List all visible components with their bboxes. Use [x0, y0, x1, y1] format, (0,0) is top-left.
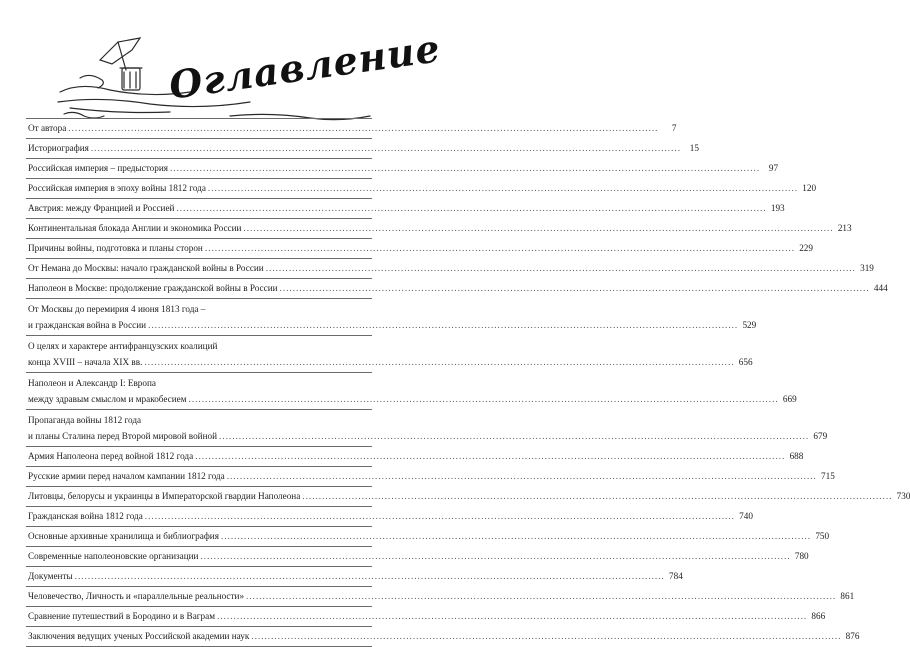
toc-entry-title: Литовцы, белорусы и украинцы в Императорской гвардии Наполеона [28, 491, 301, 501]
toc-entry-line [26, 353, 753, 372]
toc-entry-line [26, 279, 888, 298]
toc-leader-dots [75, 570, 665, 583]
toc-leader-dots [221, 530, 811, 543]
toc-leader-dots [176, 202, 766, 215]
toc-page-number: 780 [794, 551, 809, 561]
toc-leader-dots [266, 262, 856, 275]
toc-entry [26, 259, 874, 279]
toc-entry-line [26, 547, 809, 566]
toc-entry-title: Континентальная блокада Англии и экономика России [28, 223, 242, 233]
toc-entry [26, 627, 860, 647]
toc-entry [26, 447, 804, 467]
toc-entry-line [26, 299, 372, 316]
toc-entry [26, 373, 797, 410]
toc-entry [26, 487, 910, 507]
toc-entry-line [26, 507, 753, 526]
toc-page-number: 750 [815, 531, 830, 541]
toc-page-number: 730 [896, 491, 910, 501]
toc-entry-line [26, 316, 757, 335]
toc-entry [26, 299, 757, 336]
toc-entry [26, 199, 785, 219]
toc-page-number: 444 [873, 283, 888, 293]
toc-entry-title: Документы [28, 571, 73, 581]
toc-leader-dots [243, 222, 833, 235]
toc-entry-line [26, 390, 797, 409]
toc-page-number: 15 [689, 143, 699, 153]
toc-entry-title: Российская империя в эпоху войны 1812 года [28, 183, 206, 193]
toc-entry-line [26, 139, 699, 158]
toc-leader-dots [200, 550, 790, 563]
toc-page-number: 229 [799, 243, 813, 253]
toc-entry-title: конца XVIII – начала XIX вв. [28, 357, 143, 367]
toc-entry [26, 547, 809, 567]
toc-page-number: 193 [770, 203, 785, 213]
toc-entry-title: Сравнение путешествий в Бородино и в Ваграм [28, 611, 216, 621]
toc-entry-title: Армия Наполеона перед войной 1812 года [28, 451, 194, 461]
toc-leader-dots [280, 282, 870, 295]
toc-entry [26, 527, 830, 547]
table-of-contents [26, 118, 910, 647]
toc-entry-line [26, 373, 372, 390]
toc-entry-line [26, 627, 860, 646]
toc-entry-line [26, 239, 813, 258]
toc-entry-line [26, 487, 910, 506]
toc-entry-line [26, 219, 852, 238]
toc-entry-title: Заключения ведущих ученых Российской академии наук [28, 631, 250, 641]
toc-entry [26, 119, 677, 139]
toc-entry [26, 587, 855, 607]
toc-entry-line [26, 607, 826, 626]
toc-page-number: 669 [782, 394, 797, 404]
toc-page-number: 861 [840, 591, 855, 601]
toc-page-number: 120 [802, 183, 817, 193]
toc-page-number: 529 [742, 320, 757, 330]
toc-entry-line [26, 587, 855, 606]
toc-entry-title: От автора [28, 123, 67, 133]
toc-entry [26, 467, 835, 487]
toc-entry-title: От Москвы до перемирия 4 июня 1813 года – [28, 304, 206, 314]
toc-entry [26, 336, 753, 373]
toc-page-number: 876 [845, 631, 860, 641]
toc-entry [26, 219, 852, 239]
toc-entry-title: Наполеон в Москве: продолжение гражданской войны в России [28, 283, 278, 293]
toc-leader-dots [246, 590, 836, 603]
toc-entry-title: Австрия: между Францией и Россией [28, 203, 175, 213]
toc-entry-title: и гражданская война в России [28, 320, 147, 330]
toc-leader-dots [144, 356, 734, 369]
toc-page-number: 679 [813, 431, 828, 441]
toc-entry-line [26, 427, 828, 446]
toc-page-number: 656 [738, 357, 753, 367]
toc-leader-dots [170, 162, 760, 175]
toc-entry [26, 279, 888, 299]
toc-entry-line [26, 119, 677, 138]
toc-leader-dots [208, 182, 798, 195]
toc-leader-dots [302, 490, 892, 503]
toc-entry-title: Наполеон и Александр I: Европа [28, 378, 156, 388]
toc-entry-title: Российская империя – предыстория [28, 163, 168, 173]
toc-leader-dots [91, 142, 681, 155]
toc-entry-title: Гражданская война 1812 года [28, 511, 143, 521]
toc-leader-dots [189, 393, 779, 406]
toc-entry-title: Человечество, Личность и «параллельные реальности» [28, 591, 245, 601]
toc-leader-dots [251, 630, 841, 643]
toc-page-number: 7 [671, 123, 677, 133]
toc-entry-line [26, 199, 785, 218]
toc-leader-dots [145, 510, 735, 523]
toc-page-number: 97 [768, 163, 779, 173]
toc-page-number: 784 [669, 571, 683, 581]
toc-entry-title: Причины войны, подготовка и планы сторон [28, 243, 203, 253]
toc-leader-dots [219, 430, 809, 443]
toc-entry-title: Основные архивные хранилища и библиография [28, 531, 219, 541]
toc-page-number: 715 [821, 471, 835, 481]
toc-page-number: 213 [837, 223, 852, 233]
toc-entry-title: Историография [28, 143, 89, 153]
toc-leader-dots [195, 450, 785, 463]
toc-entry-line [26, 447, 804, 466]
toc-entry [26, 139, 699, 159]
toc-entry [26, 607, 826, 627]
toc-entry-line [26, 259, 874, 278]
toc-entry-line [26, 567, 683, 586]
toc-entry-line [26, 467, 835, 486]
toc-entry-line [26, 179, 817, 198]
toc-entry-title: Современные наполеоновские организации [28, 551, 199, 561]
toc-leader-dots [68, 122, 658, 135]
toc-entry-title: и планы Сталина перед Второй мировой войной [28, 431, 218, 441]
toc-entry-title: От Немана до Москвы: начало гражданской войны в России [28, 263, 264, 273]
toc-entry [26, 507, 753, 527]
toc-entry [26, 179, 817, 199]
toc-entry-title: Русские армии перед началом кампании 1812 года [28, 471, 225, 481]
toc-entry-title: Пропаганда войны 1812 года [28, 415, 142, 425]
toc-page-number: 866 [811, 611, 826, 621]
toc-entry-title: О целях и характере антифранцузских коалиций [28, 341, 218, 351]
toc-leader-dots [217, 610, 807, 623]
toc-entry [26, 410, 828, 447]
toc-entry-title: между здравым смыслом и мракобесием [28, 394, 187, 404]
toc-entry [26, 159, 779, 179]
toc-entry [26, 239, 813, 259]
toc-page-number: 319 [860, 263, 874, 273]
toc-page-number: 740 [739, 511, 753, 521]
toc-entry [26, 567, 683, 587]
page-title: Оглавление [166, 25, 444, 108]
toc-entry-line [26, 410, 372, 427]
toc-page-number: 688 [789, 451, 804, 461]
toc-entry-line [26, 527, 830, 546]
toc-leader-dots [227, 470, 817, 483]
toc-leader-dots [148, 319, 738, 332]
toc-entry-line [26, 336, 372, 353]
toc-leader-dots [205, 242, 795, 255]
toc-entry-line [26, 159, 779, 178]
